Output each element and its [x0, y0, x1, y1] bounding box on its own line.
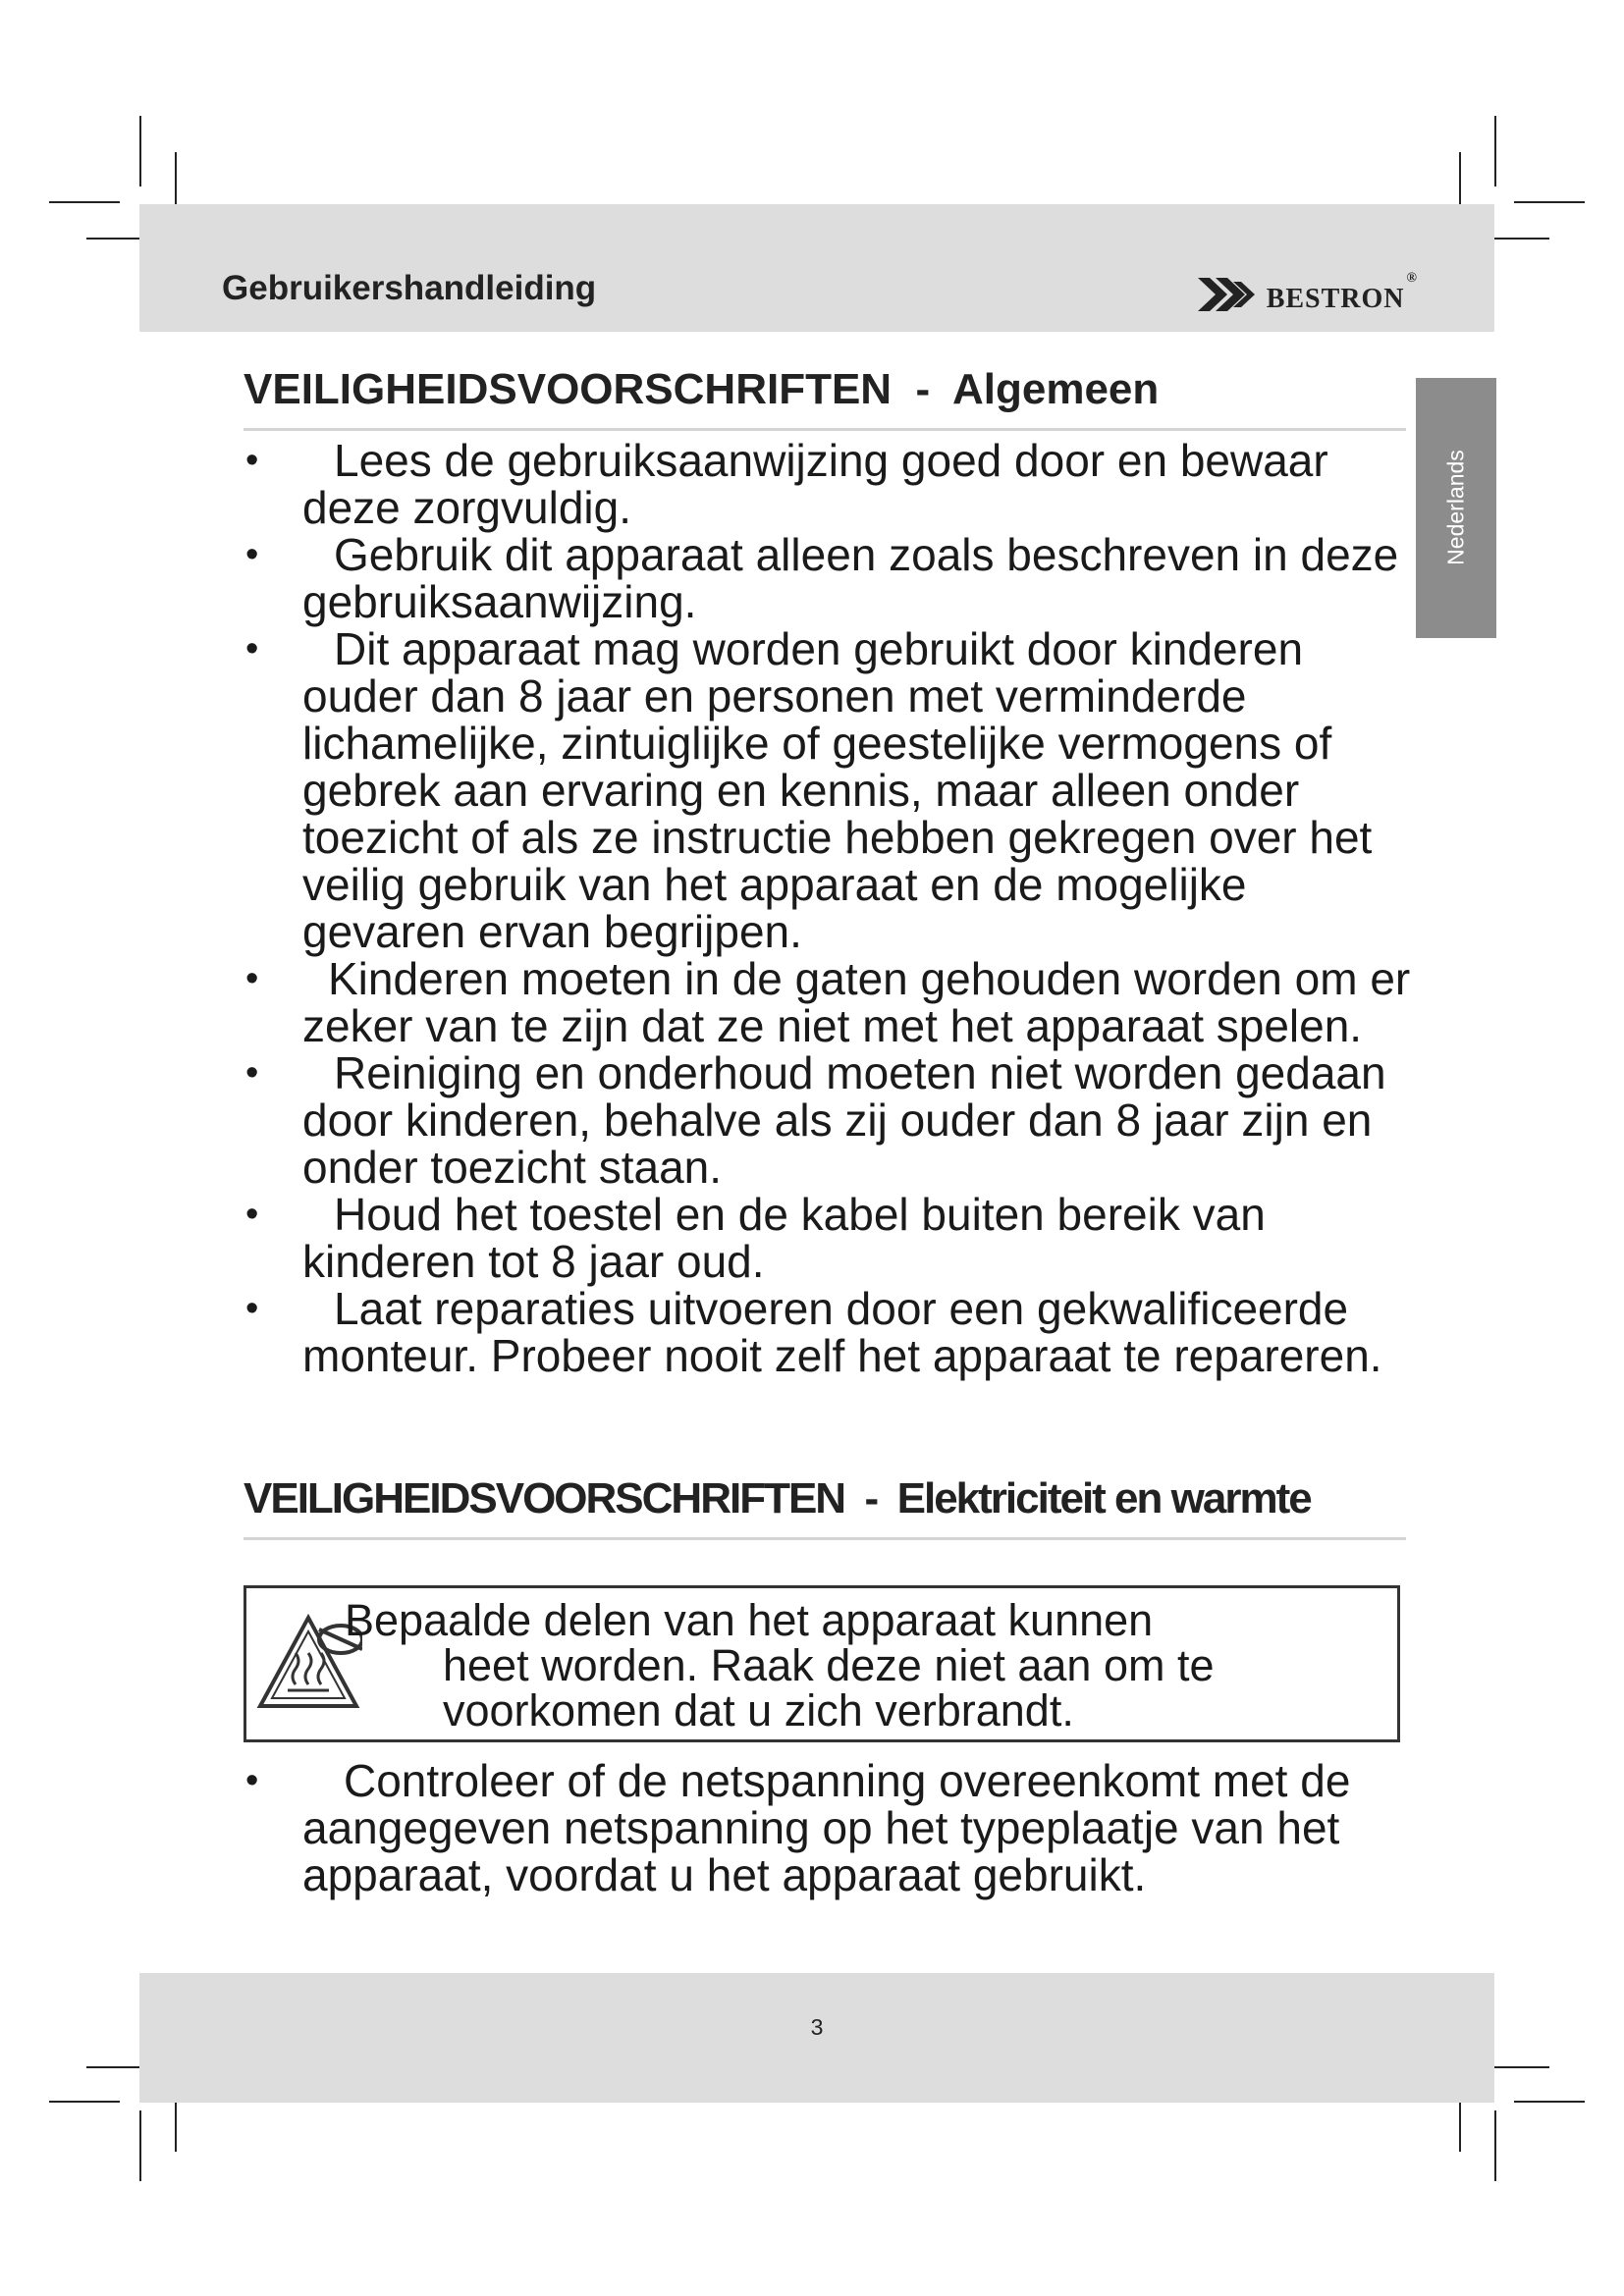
crop-mark: [49, 201, 120, 203]
bullet-icon: •: [245, 534, 259, 575]
list-item: • Kinderen moeten in de gaten gehouden worden om er zeker van te zijn dat ze niet met het apparaat spelen.: [245, 953, 1411, 1051]
section-heading-general: VEILIGHEIDSVOORSCHRIFTEN - Algemeen: [244, 365, 1160, 413]
bullet-icon: •: [245, 440, 259, 481]
electric-safety-list: [236, 1757, 1414, 1898]
section-heading-electric: VEILIGHEIDSVOORSCHRIFTEN - Elektriciteit en warmte: [244, 1474, 1311, 1522]
hot-surface-warning-text: Bepaalde delen van het apparaat kunnen heet worden. Raak deze niet aan om te voorkomen dat u zich verbrandt.: [345, 1595, 1215, 1735]
crop-mark: [1487, 2066, 1549, 2068]
crop-mark: [1487, 238, 1549, 240]
footer-bar: [139, 1973, 1494, 2103]
list-item: • Dit apparaat mag worden gebruikt door kinderen ouder dan 8 jaar en personen met verminderde lichamelijke, zintuiglijke of geestelijke vermogens of gebrek aan ervaring en kennis, maar alleen onder toezicht of als ze instructie hebben gekregen over het veilig gebruik van het apparaat en de mogelijke gevaren ervan begrijpen.: [245, 623, 1373, 957]
list-item: • Laat reparaties uitvoeren door een gekwalificeerde monteur. Probeer nooit zelf het apparaat te repareren.: [245, 1283, 1382, 1381]
bullet-icon: •: [245, 1760, 259, 1801]
crop-mark: [139, 116, 141, 187]
crop-mark: [1494, 116, 1496, 187]
bullet-icon: •: [245, 1052, 259, 1094]
language-tab-label: Nederlands: [1442, 450, 1469, 565]
crop-mark: [139, 2110, 141, 2181]
heading-divider: [244, 1537, 1406, 1540]
crop-mark: [1514, 201, 1585, 203]
crop-mark: [1494, 2110, 1496, 2181]
header-bar: [139, 204, 1494, 332]
general-safety-list: [236, 437, 1414, 1379]
manual-title: Gebruikershandleiding: [222, 269, 597, 307]
crop-mark: [49, 2101, 120, 2103]
crop-mark: [1514, 2101, 1585, 2103]
bullet-icon: •: [245, 1288, 259, 1329]
heading-divider: [244, 428, 1406, 431]
bullet-icon: •: [245, 958, 259, 999]
bestron-logo: [1196, 271, 1418, 317]
list-item: • Lees de gebruiksaanwijzing goed door en bewaar deze zorgvuldig.: [245, 435, 1328, 533]
hot-surface-warning: [244, 1585, 1400, 1742]
language-tab: [1416, 378, 1496, 638]
list-item: • Reiniging en onderhoud moeten niet worden gedaan door kinderen, behalve als zij ouder dan 8 jaar zijn en onder toezicht staan.: [245, 1047, 1386, 1193]
logo-text: bestron ®: [1266, 271, 1418, 316]
list-item: • Controleer of de netspanning overeenkomt met de aangegeven netspanning op het typeplaatje van het apparaat, voordat u het apparaat gebruikt.: [245, 1755, 1351, 1900]
logo-registered-mark: ®: [1406, 271, 1418, 286]
bullet-icon: •: [245, 1194, 259, 1235]
list-item: • Gebruik dit apparaat alleen zoals beschreven in deze gebruiksaanwijzing.: [245, 529, 1399, 627]
page-number: 3: [810, 2014, 824, 2040]
list-item: • Houd het toestel en de kabel buiten bereik van kinderen tot 8 jaar oud.: [245, 1189, 1266, 1287]
logo-chevrons-icon: [1196, 276, 1261, 313]
bullet-icon: •: [245, 628, 259, 669]
